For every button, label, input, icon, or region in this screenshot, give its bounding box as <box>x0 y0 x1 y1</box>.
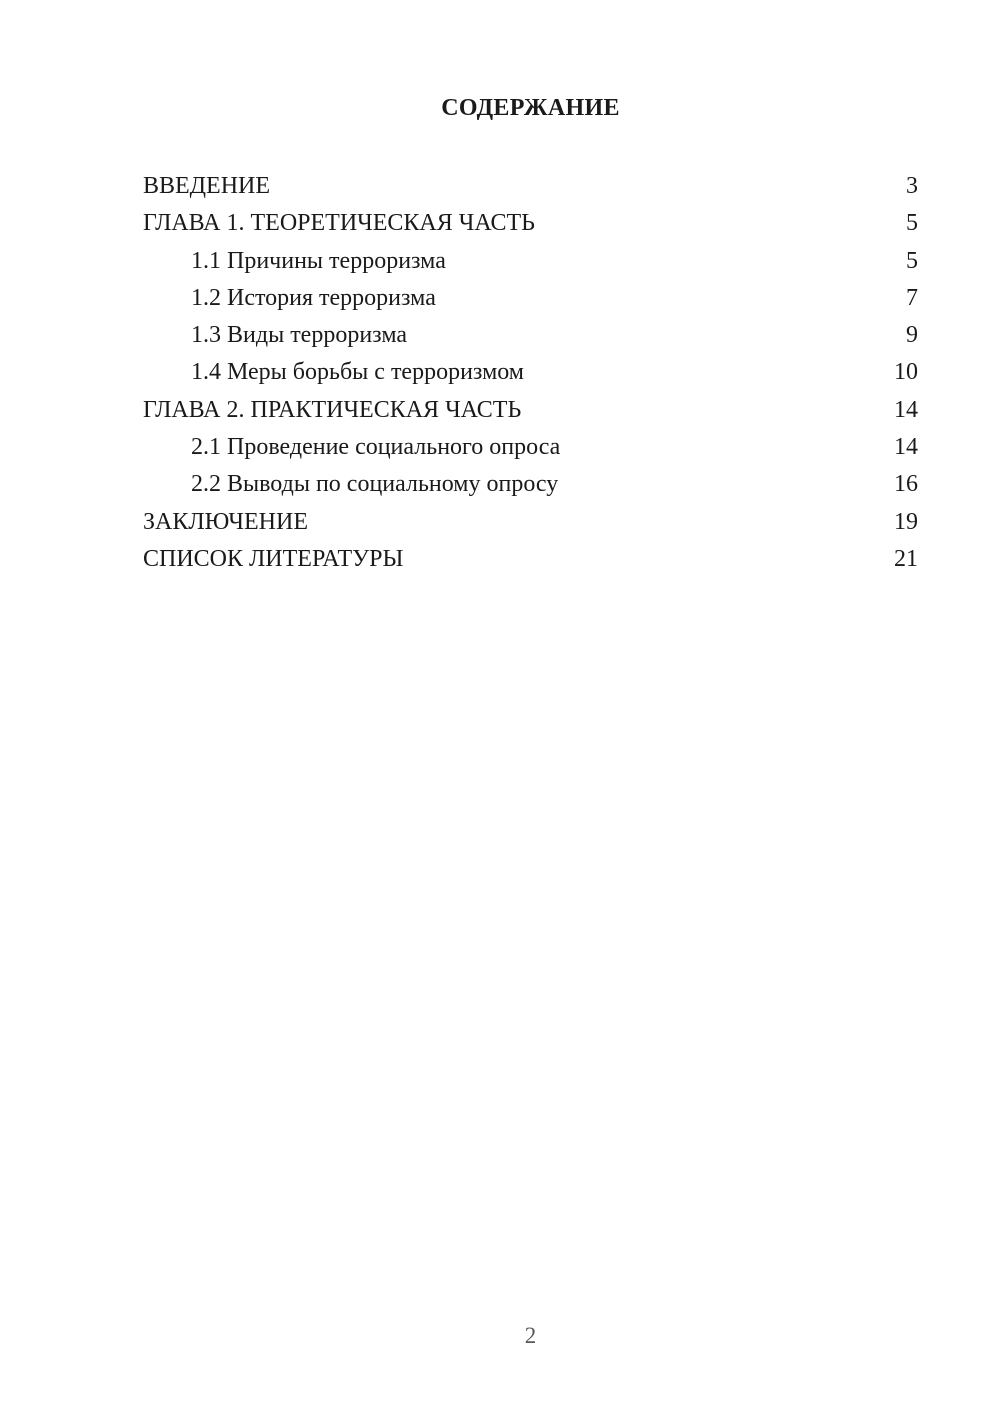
toc-entry-page: 21 <box>894 545 918 572</box>
toc-entry <box>143 354 918 391</box>
toc-entry <box>143 541 918 578</box>
footer-page-number: 2 <box>524 1323 537 1348</box>
toc-entry-label: 1.4 Меры борьбы с терроризмом <box>191 359 524 386</box>
toc-entry-label: 1.2 История терроризма <box>191 284 436 311</box>
toc-entry-page: 19 <box>894 508 918 535</box>
toc-entry-label: ГЛАВА 1. ТЕОРЕТИЧЕСКАЯ ЧАСТЬ <box>143 210 535 237</box>
toc-entry-page: 5 <box>906 247 918 274</box>
toc-entry-label: ЗАКЛЮЧЕНИЕ <box>143 508 308 535</box>
toc-entry <box>143 429 918 466</box>
toc-entry-label: 2.2 Выводы по социальному опросу <box>191 471 559 498</box>
toc-entry <box>143 466 918 503</box>
toc-entry <box>143 280 918 317</box>
toc-entry <box>143 205 918 242</box>
toc-entry <box>143 392 918 429</box>
toc-entry-label: 2.1 Проведение социального опроса <box>191 434 561 461</box>
toc-entry-page: 10 <box>894 359 918 386</box>
toc-entry-label: 1.1 Причины терроризма <box>191 247 446 274</box>
toc-entry-page: 3 <box>906 173 918 199</box>
toc-entry-label: ВВЕДЕНИЕ <box>143 173 271 199</box>
toc-entry <box>143 504 918 541</box>
toc-entry-page: 14 <box>894 434 918 461</box>
toc-entry <box>143 168 918 205</box>
toc-entry-label: ГЛАВА 2. ПРАКТИЧЕСКАЯ ЧАСТЬ <box>143 396 522 423</box>
toc-entry <box>143 243 918 280</box>
toc-list <box>143 168 918 578</box>
toc-entry-page: 14 <box>894 396 918 423</box>
toc-entry-page: 7 <box>906 284 918 311</box>
toc-entry-page: 16 <box>894 471 918 498</box>
toc-entry-label: СПИСОК ЛИТЕРАТУРЫ <box>143 545 404 572</box>
content-block <box>143 90 918 578</box>
toc-entry <box>143 317 918 354</box>
toc-entry-label: 1.3 Виды терроризма <box>191 322 407 349</box>
toc-entry-page: 5 <box>906 210 918 237</box>
toc-entry-page: 9 <box>906 322 918 349</box>
page-title: СОДЕРЖАНИЕ <box>441 95 620 121</box>
